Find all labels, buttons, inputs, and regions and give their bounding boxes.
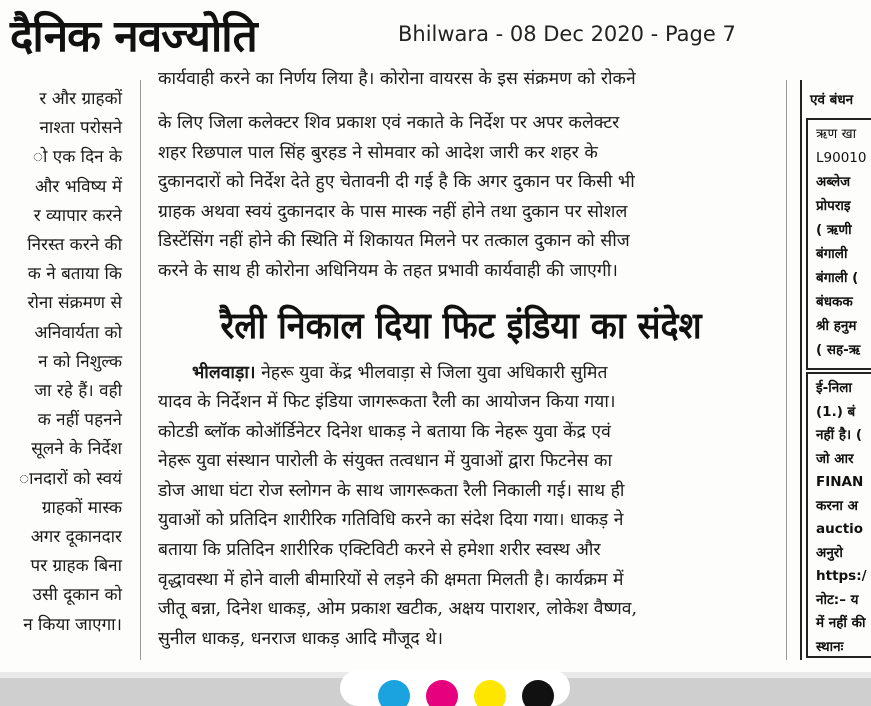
notice-header: एवं बंधन (810, 92, 854, 108)
article-first-line-text: नेहरू युवा केंद्र भीलवाड़ा से जिला युवा अधिकारी सुमित (255, 363, 608, 383)
notice-line: प्रोपराइ (816, 198, 851, 214)
notice-line: श्री हनुम (816, 318, 857, 334)
left-column-line: र व्यापार करने (33, 205, 122, 226)
continued-article-line: दुकानदारों को निर्देश देते हुए चेतावनी दी गई है कि अगर दुकान पर किसी भी (158, 172, 635, 192)
continued-article-line: करने के साथ ही कोरोना अधिनियम के तहत प्रभावी कार्यवाही की जाएगी। (158, 260, 618, 281)
column-divider (140, 80, 141, 660)
left-column-line: रोना संक्रमण से (27, 293, 122, 314)
left-column-line: अगर दूकानदार (30, 527, 122, 547)
notice-line: करना अ (816, 497, 858, 514)
left-column-line: नाश्ता परोसने (39, 118, 122, 139)
right-column-notice (800, 80, 871, 660)
left-column-line: ानदारों को स्वयं (19, 468, 122, 489)
continued-article-line: ग्राहक अथवा स्वयं दुकानदार के पास मास्क नहीं होने तथा दुकान पर सोशल (158, 201, 628, 222)
notice-line: नोट:– य (816, 591, 859, 608)
article-body-line: डोज आधा घंटा रोज स्लोगन के साथ जागरूकता रैली निकाली गई। साथ ही (158, 480, 625, 501)
article-body-line: जीतू बन्ना, दिनेश धाकड़, ओम प्रकाश खटीक, अक्षय पाराशर, लोकेश वैष्णव, (158, 599, 638, 620)
notice-line: FINAN (816, 474, 864, 490)
left-column-line: ग्राहकों मास्क (41, 497, 122, 518)
registration-dot-yellow (474, 680, 506, 706)
left-column-article (0, 80, 128, 650)
notice-line: https:/ (816, 568, 867, 584)
notice-line: ( सह-ऋ (816, 342, 861, 358)
notice-line: बंगाली ( (816, 270, 859, 286)
continued-article-line: डिस्टेंसिंग नहीं होने की स्थिति में शिकायत मिलने पर तत्काल दुकान को सीज (158, 231, 630, 251)
left-column-line: अनिवार्यता को (34, 322, 122, 343)
article-first-line (192, 360, 607, 386)
left-column-line: ो एक दिन के (32, 147, 122, 168)
left-column-line: न किया जाएगा। (23, 614, 122, 635)
notice-line: बंगाली (816, 246, 848, 262)
notice-line: बंधकक (816, 294, 853, 310)
article-dateline: भीलवाड़ा। (192, 363, 256, 383)
notice-line: ऋण खा (816, 126, 857, 142)
article-body-line: कोटडी ब्लॉक कोऑर्डिनेटर दिनेश धाकड़ ने बताया कि नेहरू युवा केंद्र एवं (158, 421, 611, 442)
article-body-line: वृद्धावस्था में होने वाली बीमारियों से लड़ने की क्षमता मिलती है। कार्यक्रम में (158, 569, 624, 590)
left-column-line: क ने बताया कि (27, 264, 122, 285)
registration-dot-black (522, 680, 554, 706)
continued-article-line: शहर रिछपाल पाल सिंह बुरहड ने सोमवार को आदेश जारी कर शहर के (158, 142, 598, 163)
continued-article-line: के लिए जिला कलेक्टर शिव प्रकाश एवं नकाते के निर्देश पर अपर कलेक्टर (158, 113, 620, 133)
notice-line: ( ऋणी (816, 222, 852, 238)
left-column-line: निरस्त करने की (27, 235, 122, 255)
left-column-line: न को निशुल्क (38, 351, 122, 372)
left-column-line: र और ग्राहकों (39, 89, 122, 109)
notice-line: अब्लेज (816, 174, 851, 190)
notice-line: में नहीं की (816, 615, 866, 631)
article-body-line: सुनील धाकड़, धनराज धाकड़ आदि मौजूद थे। (158, 628, 444, 649)
left-column-line: उसी दूकान को (32, 585, 122, 606)
column-divider (786, 80, 787, 660)
continued-article-line: कार्यवाही करने का निर्णय लिया है। कोरोना वायरस के इस संक्रमण को रोकने (158, 69, 636, 89)
article-body-line: नेहरू युवा संस्थान पारोली के संयुक्त तत्वधान में युवाओं द्वारा फिटनेस का (158, 451, 613, 472)
article-body-line: बताया कि प्रतिदिन शारीरिक एक्टिविटी करने से हमेशा शरीर स्वस्थ और (158, 540, 601, 560)
registration-dot-magenta (426, 680, 458, 706)
left-column-line: क नहीं पहनने (37, 410, 122, 431)
left-column-line: सूलने के निर्देश (31, 439, 122, 460)
left-column-line: और भविष्य में (34, 176, 122, 197)
newspaper-title: दैनिक नवज्योति (10, 11, 257, 62)
notice-line: ई-निला (816, 380, 852, 396)
edition-info: Bhilwara - 08 Dec 2020 - Page 7 (398, 22, 736, 46)
left-column-line: जा रहे हैं। वही (34, 381, 122, 401)
notice-line: auctio (816, 521, 864, 537)
registration-dot-cyan (378, 680, 410, 706)
article-body-line: यादव के निर्देशन में फिट इंडिया जागरूकता रैली का आयोजन किया गया। (158, 392, 616, 412)
left-column-line: पर ग्राहक बिना (30, 556, 122, 577)
masthead (0, 0, 871, 74)
article-headline: रैली निकाल दिया फिट इंडिया का संदेश (220, 304, 702, 348)
notice-line: L90010 (816, 150, 867, 166)
notice-line: (1.) बं (816, 403, 856, 420)
notice-line: अनुरो (816, 544, 843, 561)
notice-line: नहीं है। ( (816, 427, 863, 443)
notice-line: स्थानः (816, 638, 844, 655)
article-body-line: युवाओं को प्रतिदिन शारीरिक गतिविधि करने का संदेश दिया गया। धाकड़ ने (158, 510, 624, 531)
notice-line: जो आर (816, 450, 854, 467)
